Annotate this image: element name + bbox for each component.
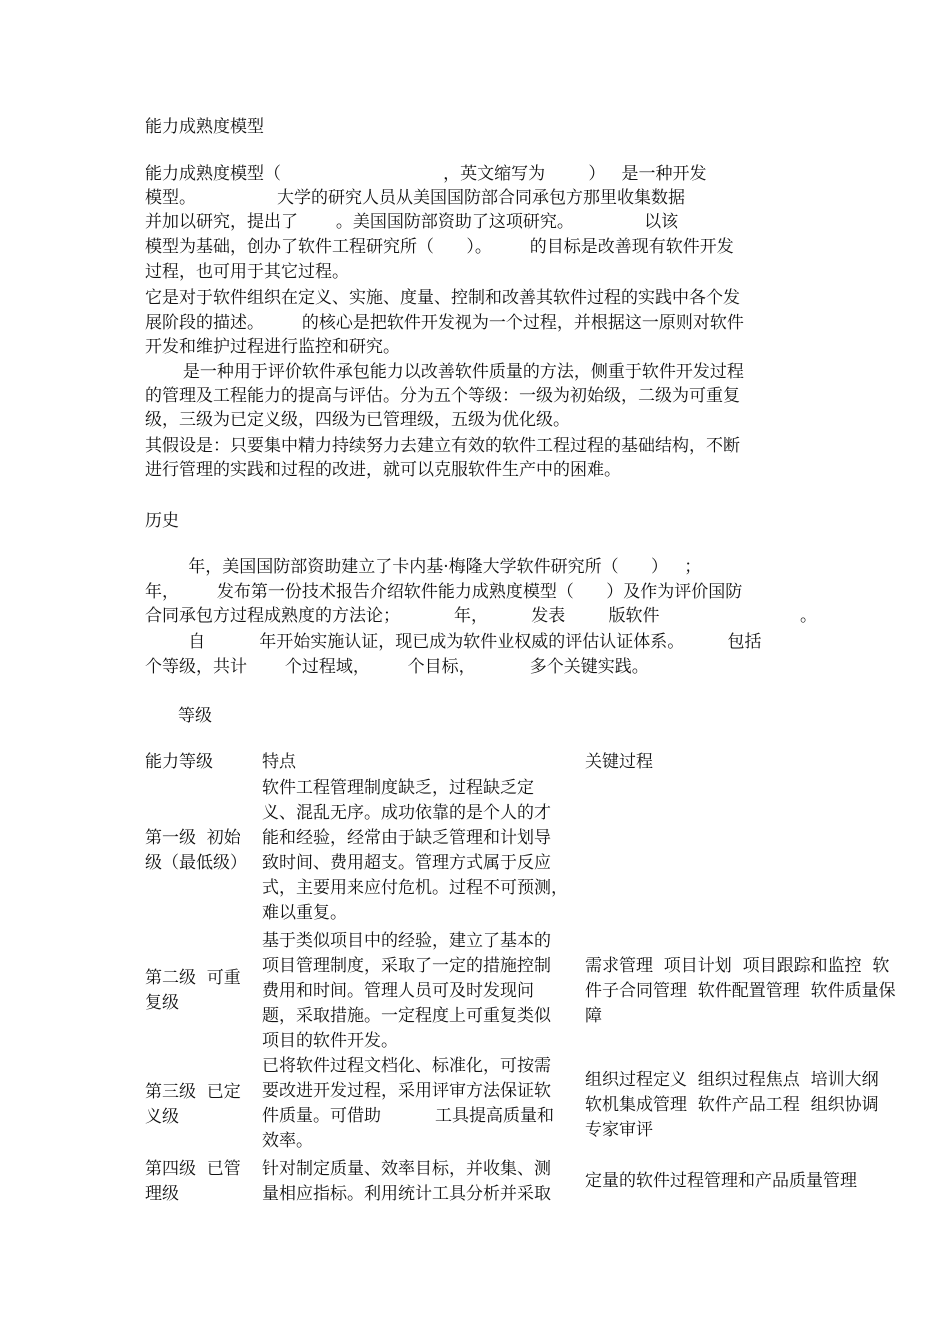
levels-heading: 等级: [178, 706, 212, 726]
history-heading: 历史: [145, 511, 179, 531]
processes-cell: 件子合同管理 软件配置管理 软件质量保: [585, 981, 896, 1001]
features-cell: 要改进开发过程，采用评审方法保证软: [262, 1081, 551, 1101]
features-cell: 件质量。可借助 工具提高质量和: [262, 1106, 555, 1126]
features-cell: 项目管理制度，采取了一定的措施控制: [262, 956, 551, 976]
processes-cell: 软机集成管理 软件产品工程 组织协调: [585, 1095, 879, 1115]
intro-line: 展阶段的描述。 的核心是把软件开发视为一个过程，并根据这一原则对软件: [145, 313, 744, 333]
features-cell: 能和经验，经常由于缺乏管理和计划导: [262, 828, 551, 848]
history-line: 个等级，共计 个过程域， 个目标， 多个关键实践。: [145, 657, 649, 677]
intro-line: 进行管理的实践和过程的改进，就可以克服软件生产中的困难。: [145, 460, 621, 480]
history-line: 年，美国国防部资助建立了卡内基·梅隆大学软件研究所（ ） ；: [145, 557, 702, 577]
processes-cell: 定量的软件过程管理和产品质量管理: [585, 1171, 857, 1191]
features-cell: 式，主要用来应付危机。过程不可预测，: [262, 878, 568, 898]
features-cell: 难以重复。: [262, 903, 347, 923]
features-cell: 致时间、费用超支。管理方式属于反应: [262, 853, 551, 873]
intro-line: 其假设是：只要集中精力持续努力去建立有效的软件工程过程的基础结构，不断: [145, 436, 740, 456]
features-cell: 效率。: [262, 1131, 313, 1151]
processes-cell: 障: [585, 1006, 602, 1026]
intro-line: 模型。 大学的研究人员从美国国防部合同承包方那里收集数据: [145, 188, 686, 208]
processes-cell: 组织过程定义 组织过程焦点 培训大纲: [585, 1070, 879, 1090]
level-cell: 级（最低级）: [145, 853, 247, 873]
features-cell: 量相应指标。利用统计工具分析并采取: [262, 1184, 551, 1204]
features-cell: 项目的软件开发。: [262, 1031, 398, 1051]
history-line: 自 年开始实施认证，现已成为软件业权威的评估认证体系。 包括: [145, 632, 762, 652]
features-cell: 已将软件过程文档化、标准化，可按需: [262, 1056, 551, 1076]
level-cell: 第四级 已管: [145, 1159, 241, 1179]
intro-line: 的管理及工程能力的提高与评估。分为五个等级：一级为初始级，二级为可重复: [145, 386, 740, 406]
table-header-level: 能力等级: [145, 752, 213, 772]
intro-line: 它是对于软件组织在定义、实施、度量、控制和改善其软件过程的实践中各个发: [145, 288, 740, 308]
history-line: 合同承包方过程成熟度的方法论； 年， 发表 版软件 。: [145, 606, 817, 626]
features-cell: 针对制定质量、效率目标，并收集、测: [262, 1159, 551, 1179]
level-cell: 第一级 初始: [145, 828, 241, 848]
level-cell: 第二级 可重: [145, 968, 241, 988]
level-cell: 第三级 已定: [145, 1082, 241, 1102]
intro-line: 并加以研究，提出了 。美国国防部资助了这项研究。 以该: [145, 212, 679, 232]
table-header-features: 特点: [262, 752, 296, 772]
features-cell: 基于类似项目中的经验，建立了基本的: [262, 931, 551, 951]
history-line: 年， 发布第一份技术报告介绍软件能力成熟度模型（ ）及作为评价国防: [145, 582, 743, 602]
features-cell: 费用和时间。管理人员可及时发现问: [262, 981, 534, 1001]
level-cell: 义级: [145, 1107, 179, 1127]
level-cell: 复级: [145, 993, 179, 1013]
intro-line: 是一种用于评价软件承包能力以改善软件质量的方法，侧重于软件开发过程: [145, 362, 744, 382]
features-cell: 软件工程管理制度缺乏，过程缺乏定: [262, 778, 534, 798]
intro-line: 过程，也可用于其它过程。: [145, 262, 349, 282]
processes-cell: 专家审评: [585, 1120, 653, 1140]
intro-line: 模型为基础，创办了软件工程研究所（ ）。 的目标是改善现有软件开发: [145, 237, 734, 257]
processes-cell: 需求管理 项目计划 项目跟踪和监控 软: [585, 956, 890, 976]
features-cell: 题，采取措施。一定程度上可重复类似: [262, 1006, 551, 1026]
intro-line: 级，三级为已定义级，四级为已管理级，五级为优化级。: [145, 410, 570, 430]
intro-line: 开发和维护过程进行监控和研究。: [145, 337, 400, 357]
page-title: 能力成熟度模型: [145, 117, 264, 137]
intro-line: 能力成熟度模型（ ，英文缩写为 ） 是一种开发: [145, 164, 707, 184]
table-header-processes: 关键过程: [585, 752, 653, 772]
level-cell: 理级: [145, 1184, 179, 1204]
features-cell: 义、混乱无序。成功依靠的是个人的才: [262, 803, 551, 823]
